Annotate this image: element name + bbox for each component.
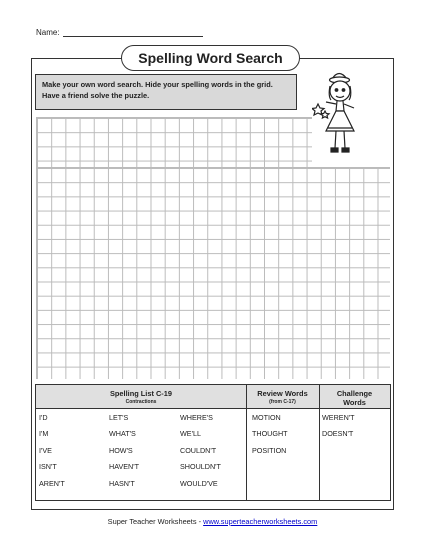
review-words-header xyxy=(246,385,319,409)
spelling-word: I'M xyxy=(39,429,49,438)
column-divider xyxy=(319,385,320,500)
challenge-words-title: Challenge xyxy=(336,389,373,398)
spelling-list-subtitle: Contractions xyxy=(125,399,157,405)
challenge-words-title-line2: Words xyxy=(343,398,366,407)
review-word: THOUGHT xyxy=(252,429,288,438)
review-word: POSITION xyxy=(252,446,287,455)
challenge-words-header xyxy=(319,385,390,409)
footer xyxy=(0,517,425,526)
name-field[interactable] xyxy=(63,28,203,37)
word-lists-table xyxy=(35,384,391,501)
name-label: Name: xyxy=(36,28,60,37)
name-line xyxy=(36,28,203,37)
review-words-subtitle: (from C-17) xyxy=(269,399,296,405)
spelling-word: I'VE xyxy=(39,446,52,455)
review-word: MOTION xyxy=(252,413,281,422)
spelling-word: WOULD'VE xyxy=(180,479,218,488)
footer-text: Super Teacher Worksheets - xyxy=(107,517,204,526)
column-divider xyxy=(246,385,247,500)
spelling-word: WHAT'S xyxy=(109,429,136,438)
spelling-list-header xyxy=(36,385,246,409)
spelling-word: ISN'T xyxy=(39,462,57,471)
instructions-box: Make your own word search. Hide your spelling words in the grid. Have a friend solve the puzzle. xyxy=(35,74,297,110)
spelling-word: HASN'T xyxy=(109,479,135,488)
cartoon-girl-illustration xyxy=(312,66,366,162)
page-title: Spelling Word Search xyxy=(121,45,300,71)
spelling-word: LET'S xyxy=(109,413,129,422)
spelling-word: HOW'S xyxy=(109,446,133,455)
challenge-word: WEREN'T xyxy=(322,413,355,422)
spelling-word: AREN'T xyxy=(39,479,65,488)
review-words-title: Review Words xyxy=(257,389,308,398)
spelling-word: HAVEN'T xyxy=(109,462,139,471)
spelling-word: WE'LL xyxy=(180,429,201,438)
spelling-list-title: Spelling List C-19 xyxy=(109,389,172,398)
spelling-word: WHERE'S xyxy=(180,413,213,422)
spelling-word: SHOULDN'T xyxy=(180,462,221,471)
spelling-word: I'D xyxy=(39,413,48,422)
footer-link[interactable]: www.superteacherworksheets.com xyxy=(203,517,318,526)
word-grid-top[interactable] xyxy=(36,117,312,167)
challenge-word: DOESN'T xyxy=(322,429,354,438)
word-grid[interactable] xyxy=(36,167,390,379)
spelling-word: COULDN'T xyxy=(180,446,217,455)
